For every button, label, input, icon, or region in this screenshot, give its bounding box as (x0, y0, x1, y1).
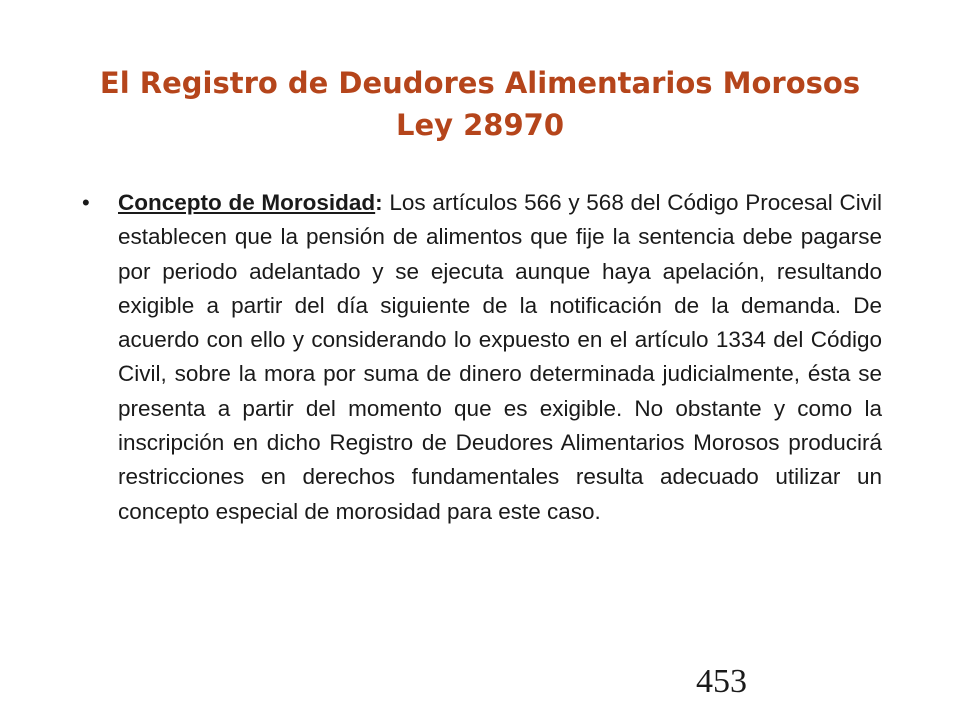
slide-title (60, 62, 900, 146)
bullet-item (82, 186, 882, 529)
bullet-text: Los artículos 566 y 568 del Código Procesal Civil establecen que la pensión de alimentos que fije la sentencia debe pagarse por periodo adelantado y se ejecuta aunque haya apelación, resultando exigible a partir del día siguiente de la notificación de la demanda. De acuerdo con ello y considerando lo expuesto en el artículo 1334 del Código Civil, sobre la mora por suma de dinero determinada judicialmente, ésta se presenta a partir del momento que es exigible. No obstante y como la inscripción en dicho Registro de Deudores Alimentarios Morosos producirá restricciones en derechos fundamentales resulta adecuado utilizar un concepto especial de morosidad para este caso. (118, 190, 883, 524)
page-number: 453 (696, 663, 747, 700)
slide-title-line-2: Ley 28970 (395, 108, 565, 142)
bullet-list (82, 186, 882, 529)
bullet-icon: • (82, 190, 90, 215)
bullet-term-colon: : (375, 190, 383, 215)
bullet-term: Concepto de Morosidad (118, 190, 376, 215)
slide-title-line-1: El Registro de Deudores Alimentarios Morosos (99, 66, 861, 100)
